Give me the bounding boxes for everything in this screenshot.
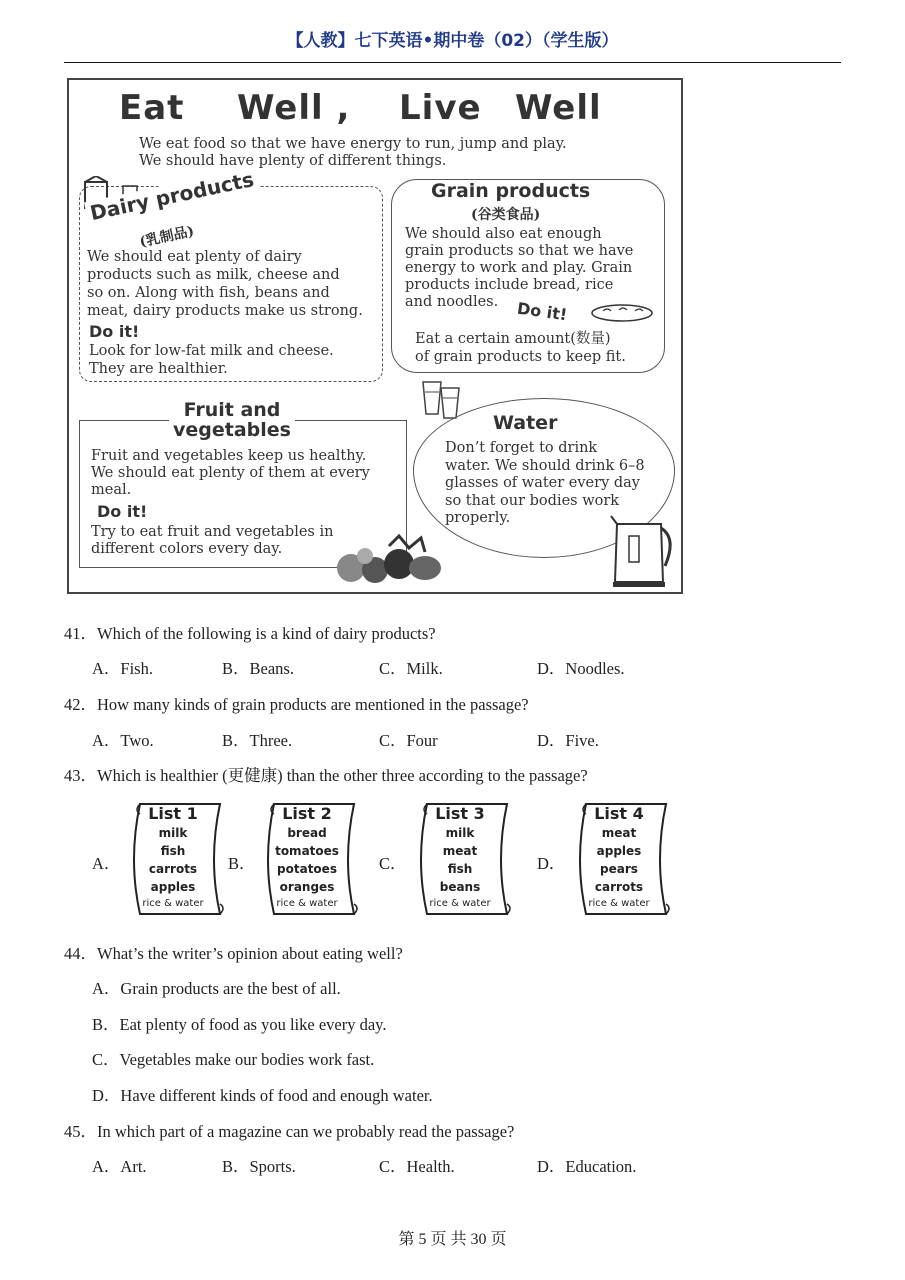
- option-b[interactable]: B．Three.: [222, 731, 293, 750]
- dairy-title: Dairy products: [84, 166, 260, 226]
- list-item: oranges: [279, 880, 335, 894]
- list-footer: rice & water: [429, 898, 491, 909]
- option-a[interactable]: A．Art.: [92, 1157, 147, 1176]
- option-a[interactable]: A．Grain products are the best of all.: [92, 979, 341, 998]
- option-d[interactable]: D．: [537, 854, 566, 873]
- question-stem: 43．Which is healthier (更健康) than the other three according to the passage?: [64, 766, 588, 785]
- option-d[interactable]: D．Noodles.: [537, 659, 625, 678]
- vegetables-icon: [329, 534, 449, 586]
- option-d[interactable]: D．Have different kinds of food and enough water.: [92, 1086, 433, 1105]
- grain-tip: Eat a certain amount(数量) of grain products to keep fit.: [415, 331, 626, 365]
- passage-intro: We eat food so that we have energy to run, jump and play. We should have plenty of different things.: [139, 136, 567, 169]
- fruit-doit: Do it!: [97, 502, 148, 521]
- option-b[interactable]: B．Eat plenty of food as you like every day.: [92, 1015, 387, 1034]
- option-c[interactable]: C．Vegetables make our bodies work fast.: [92, 1050, 375, 1069]
- title-word: Well ,: [237, 88, 351, 128]
- list-scroll[interactable]: [124, 800, 222, 918]
- kettle-icon: [609, 510, 677, 588]
- title-word: Eat: [119, 88, 185, 128]
- dairy-doit: Do it!: [89, 322, 140, 341]
- list-footer: rice & water: [142, 898, 204, 909]
- option-c[interactable]: C．Health.: [379, 1157, 455, 1176]
- option-a[interactable]: A．Fish.: [92, 659, 153, 678]
- list-item: beans: [439, 880, 481, 894]
- list-item: fish: [160, 844, 186, 858]
- question-stem: 45．In which part of a magazine can we probably read the passage?: [64, 1122, 515, 1141]
- list-item: meat: [601, 826, 637, 840]
- option-a[interactable]: A．Two.: [92, 731, 154, 750]
- title-word: Live: [399, 88, 482, 128]
- grain-body: We should also eat enough grain products so that we have energy to work and play. Grain products include bread, rice and noodles.: [405, 226, 634, 310]
- list-title: List 3: [435, 804, 485, 823]
- option-b[interactable]: B．Sports.: [222, 1157, 296, 1176]
- passage-figure: [67, 78, 683, 594]
- fruit-tip: Try to eat fruit and vegetables in different colors every day.: [91, 524, 334, 557]
- question-stem: 42．How many kinds of grain products are mentioned in the passage?: [64, 695, 529, 714]
- question-stem: 44．What’s the writer’s opinion about eating well?: [64, 944, 403, 963]
- list-title: List 2: [282, 804, 332, 823]
- dairy-body: We should eat plenty of dairy products such as milk, cheese and so on. Along with fish, beans and meat, dairy products make us strong.: [87, 249, 363, 319]
- option-b[interactable]: B．: [228, 854, 256, 873]
- bread-icon: [589, 302, 655, 324]
- grain-title: Grain products: [427, 180, 594, 202]
- grain-subtitle: (谷类食品): [471, 207, 541, 223]
- list-item: milk: [158, 826, 188, 840]
- fruit-body: Fruit and vegetables keep us healthy. We should eat plenty of them at every meal.: [91, 448, 370, 498]
- page-header: 【人教】七下英语•期中卷（02）（学生版）: [286, 31, 619, 51]
- grain-doit: Do it!: [515, 298, 569, 325]
- water-title: Water: [489, 412, 561, 434]
- water-body: Don’t forget to drink water. We should drink 6–8 glasses of water every day so that our bodies work properly.: [445, 440, 645, 526]
- list-item: potatoes: [277, 862, 337, 876]
- question-stem: 41．Which of the following is a kind of dairy products?: [64, 624, 436, 643]
- list-item: tomatoes: [275, 844, 339, 858]
- option-b[interactable]: B．Beans.: [222, 659, 294, 678]
- list-scroll[interactable]: [411, 800, 509, 918]
- list-item: carrots: [594, 880, 644, 894]
- list-scroll[interactable]: [258, 800, 356, 918]
- option-d[interactable]: D．Education.: [537, 1157, 637, 1176]
- list-item: bread: [287, 826, 327, 840]
- list-title: List 1: [148, 804, 198, 823]
- list-item: fish: [447, 862, 473, 876]
- list-footer: rice & water: [588, 898, 650, 909]
- list-item: apples: [596, 844, 642, 858]
- list-scroll[interactable]: [570, 800, 668, 918]
- header-rule: [64, 62, 841, 63]
- option-a[interactable]: A．: [92, 854, 121, 873]
- title-word: Well: [515, 88, 602, 128]
- list-item: milk: [445, 826, 475, 840]
- page-number: 第 5 页 共 30 页: [398, 1231, 507, 1248]
- list-title: List 4: [594, 804, 644, 823]
- fruit-title: Fruit and vegetables: [169, 400, 295, 440]
- dairy-tip: Look for low-fat milk and cheese. They are healthier.: [89, 343, 334, 377]
- option-c[interactable]: C．: [379, 854, 407, 873]
- list-item: apples: [150, 880, 196, 894]
- option-c[interactable]: C．Milk.: [379, 659, 443, 678]
- glasses-icon: [421, 378, 463, 420]
- list-item: meat: [442, 844, 478, 858]
- dairy-subtitle: (乳制品): [138, 223, 196, 251]
- list-footer: rice & water: [276, 898, 338, 909]
- option-c[interactable]: C．Four: [379, 731, 438, 750]
- option-d[interactable]: D．Five.: [537, 731, 599, 750]
- list-item: carrots: [148, 862, 198, 876]
- list-item: pears: [600, 862, 638, 876]
